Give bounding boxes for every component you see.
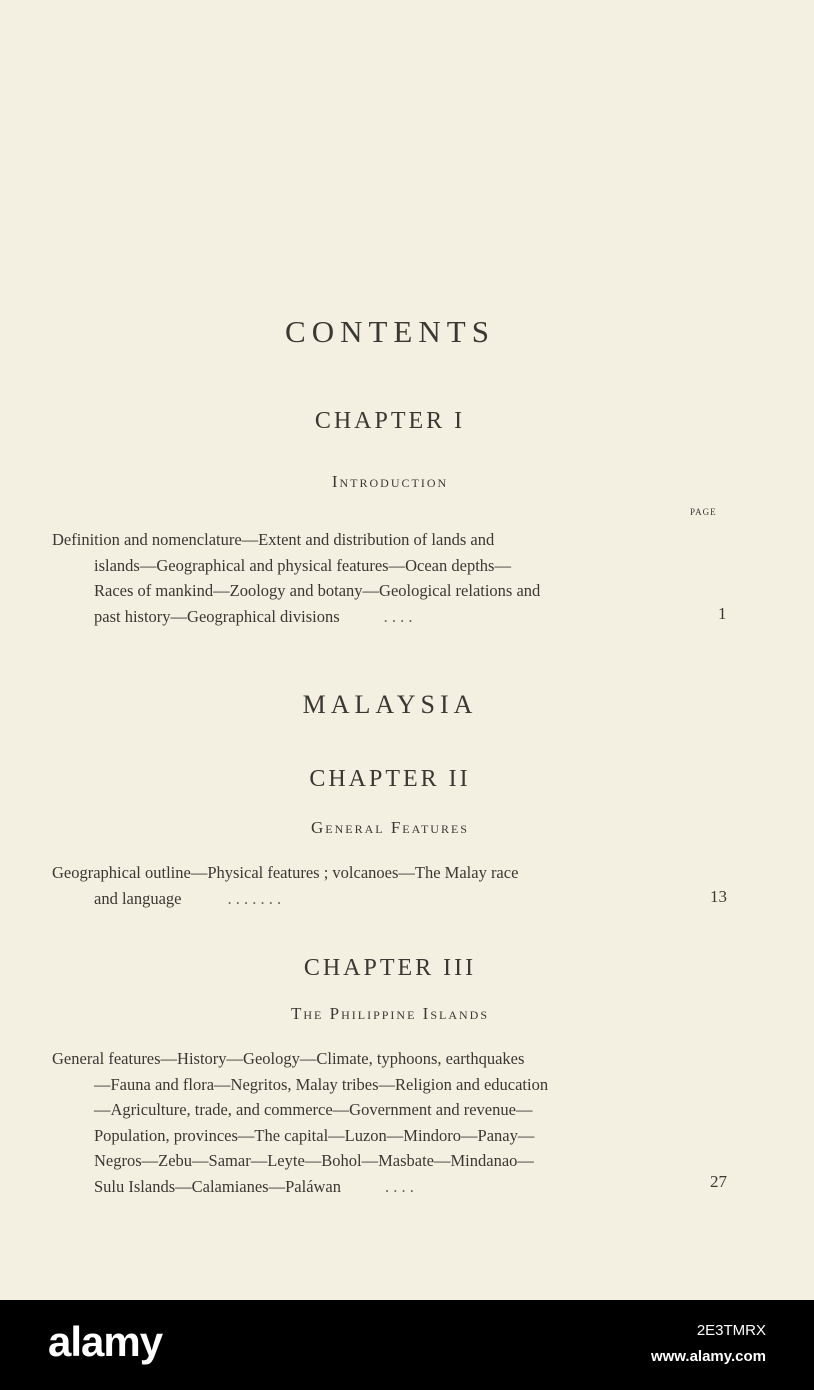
alamy-logo: alamy [48,1318,163,1365]
entry-line: Negros—Zebu—Samar—Leyte—Bohol—Masbate—Mindanao— [94,1151,534,1170]
entry-line: General features—History—Geology—Climate, typhoons, earthquakes [52,1049,525,1068]
entry-line: islands—Geographical and physical features—Ocean depths— [94,555,511,575]
entry-line [52,1174,692,1200]
entry-line [52,604,692,630]
chapter-1-subtitle: Introduction [331,472,449,491]
contents-title: CONTENTS [285,314,495,349]
chapter-2-heading: CHAPTER II [309,766,471,792]
image-id: 2E3TMRX [696,1322,766,1339]
entry-line: —Fauna and flora—Negritos, Malay tribes—Religion and education [94,1074,549,1094]
entry-line [52,886,692,912]
leader-dots: . . . . . . . [227,888,282,908]
chapter-1-page-number: 1 [718,604,727,623]
entry-line: Races of mankind—Zoology and botany—Geological relations and [94,581,541,600]
chapter-3-page-number: 27 [710,1172,727,1191]
chapter-2-entry [52,860,692,911]
leader-dots: . . . . [385,1176,414,1196]
entry-line: —Agriculture, trade, and commerce—Government and revenue— [94,1100,533,1119]
chapter-3-subtitle: The Philippine Islands [291,1004,489,1023]
chapter-3-heading: CHAPTER III [303,955,477,981]
entry-text: Sulu Islands—Calamianes—Paláwan [94,1176,342,1196]
entry-line: Geographical outline—Physical features ; volcanoes—The Malay race [52,863,519,882]
entry-text: and language [94,888,182,908]
chapter-2-subtitle: General Features [311,818,469,837]
chapter-3-entry [52,1046,692,1199]
chapter-2-page-number: 13 [710,887,727,906]
entry-line: Population, provinces—The capital—Luzon—Mindoro—Panay— [94,1125,535,1145]
entry-text: past history—Geographical divisions [94,606,340,626]
section-heading-malaysia: MALAYSIA [302,690,478,719]
chapter-1-entry [52,527,692,629]
page-column-label: PAGE [690,507,717,517]
site-url: www.alamy.com [650,1348,766,1365]
entry-line: Definition and nomenclature—Extent and distribution of lands and [52,530,495,549]
chapter-1-heading: CHAPTER I [314,408,466,434]
leader-dots: . . . . [383,606,413,626]
